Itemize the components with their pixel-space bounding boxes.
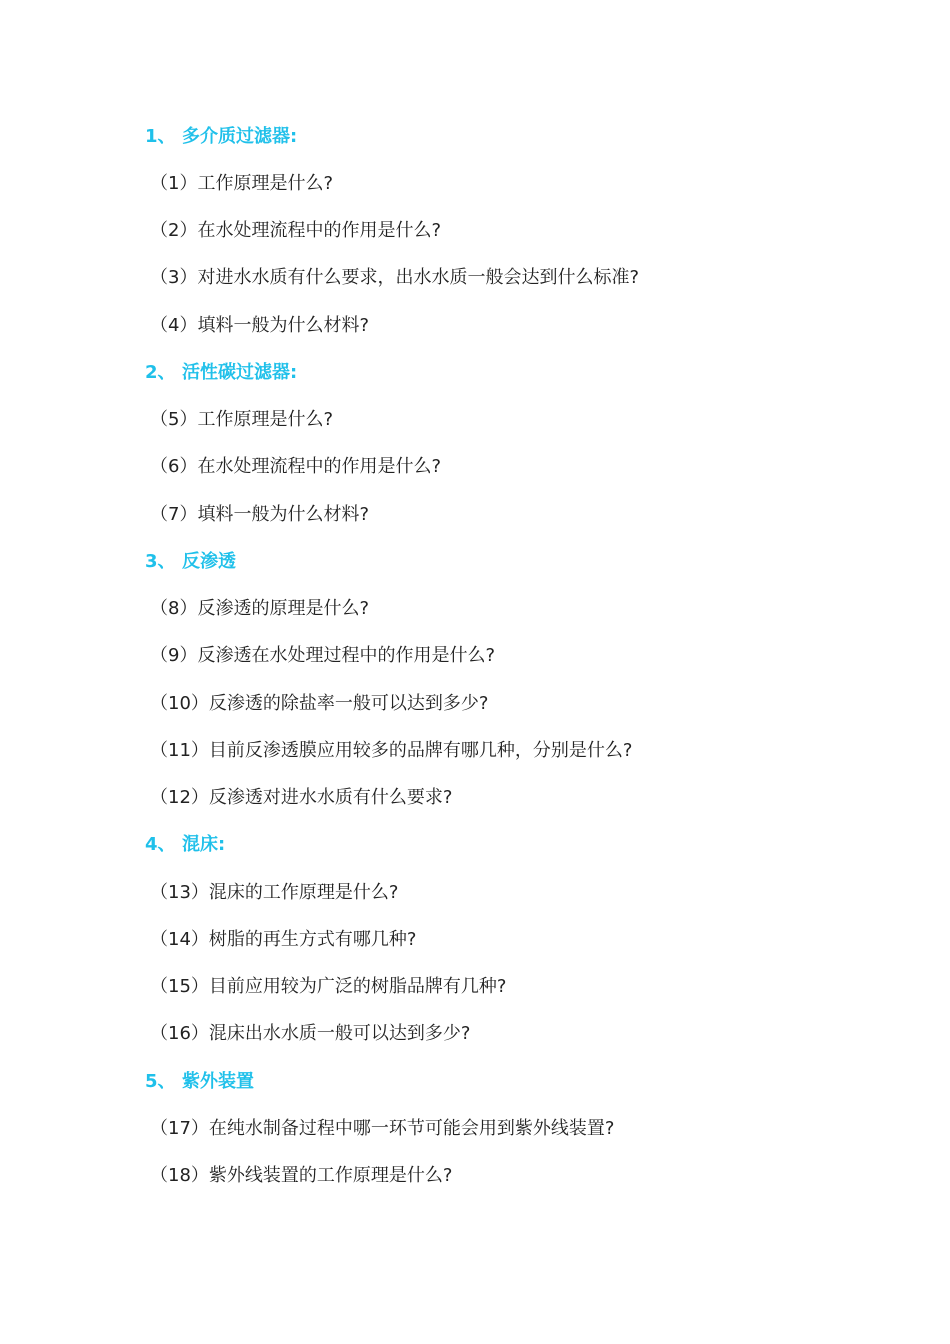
section-heading-3 xyxy=(145,549,236,575)
section-number: 5、 xyxy=(145,1071,176,1092)
section-title: 活性碳过滤器: xyxy=(182,362,298,383)
section-heading-4 xyxy=(145,832,225,858)
section-heading-1 xyxy=(145,124,297,150)
question-item: （7）填料一般为什么材料? xyxy=(150,504,370,525)
question-item: （4）填料一般为什么材料? xyxy=(150,315,370,336)
question-item: （13）混床的工作原理是什么? xyxy=(150,882,399,903)
question-item: （14）树脂的再生方式有哪几种? xyxy=(150,929,417,950)
question-item: （11）目前反渗透膜应用较多的品牌有哪几种，分别是什么? xyxy=(150,740,633,761)
section-title: 多介质过滤器: xyxy=(182,126,298,147)
section-title: 混床: xyxy=(182,834,226,855)
question-item: （3）对进水水质有什么要求，出水水质一般会达到什么标准? xyxy=(150,267,640,288)
question-item: （8）反渗透的原理是什么? xyxy=(150,598,370,619)
section-heading-5 xyxy=(145,1069,254,1095)
question-item: （17）在纯水制备过程中哪一环节可能会用到紫外线装置? xyxy=(150,1118,615,1139)
section-title: 反渗透 xyxy=(182,551,236,572)
question-item: （5）工作原理是什么? xyxy=(150,409,334,430)
section-number: 2、 xyxy=(145,362,176,383)
question-item: （6）在水处理流程中的作用是什么? xyxy=(150,456,442,477)
section-number: 4、 xyxy=(145,834,176,855)
section-number: 1、 xyxy=(145,126,176,147)
question-item: （15）目前应用较为广泛的树脂品牌有几种? xyxy=(150,976,507,997)
question-item: （18）紫外线装置的工作原理是什么? xyxy=(150,1165,453,1186)
question-item: （1）工作原理是什么? xyxy=(150,173,334,194)
question-item: （10）反渗透的除盐率一般可以达到多少? xyxy=(150,693,489,714)
section-title: 紫外装置 xyxy=(182,1071,254,1092)
question-item: （2）在水处理流程中的作用是什么? xyxy=(150,220,442,241)
section-number: 3、 xyxy=(145,551,176,572)
question-item: （12）反渗透对进水水质有什么要求? xyxy=(150,787,453,808)
question-item: （9）反渗透在水处理过程中的作用是什么? xyxy=(150,645,496,666)
question-item: （16）混床出水水质一般可以达到多少? xyxy=(150,1023,471,1044)
section-heading-2 xyxy=(145,360,297,386)
